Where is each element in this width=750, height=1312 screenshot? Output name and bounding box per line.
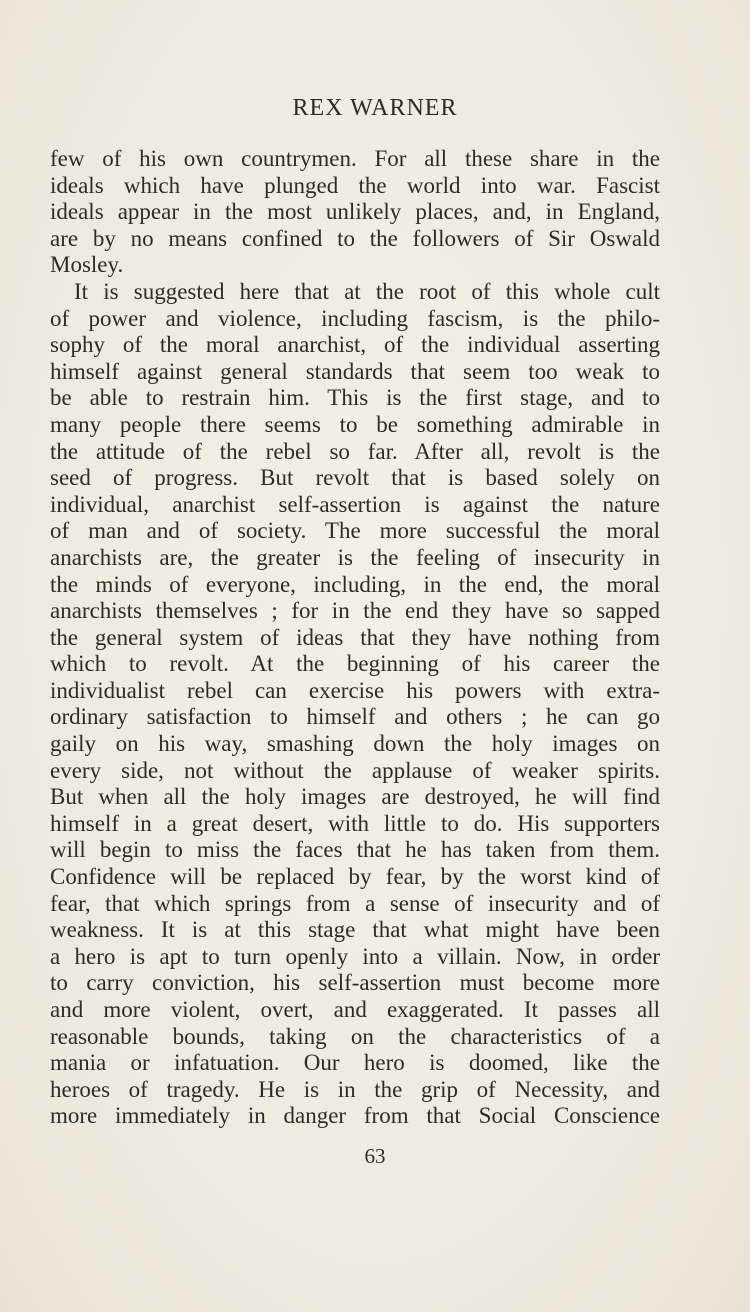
text-line: to carry conviction, his self-assertion must become more [50, 970, 660, 996]
text-line: every side, not without the applause of weaker spirits. [50, 757, 660, 783]
text-line: fear, that which springs from a sense of insecurity and of [50, 890, 660, 916]
text-line: the attitude of the rebel so far. After all, revolt is the [50, 438, 660, 464]
text-line: individual, anarchist self-assertion is against the nature [50, 491, 660, 517]
text-line: Mosley. [50, 252, 124, 278]
text-line: few of his own countrymen. For all these share in the [50, 146, 660, 171]
running-head: REX WARNER [292, 95, 458, 121]
text-line: individualist rebel can exercise his powers with extra- [50, 677, 660, 703]
text-line: many people there seems to be something admirable in [50, 411, 660, 437]
text-line: anarchists are, the greater is the feeling of insecurity in [50, 544, 660, 570]
text-line: ideals which have plunged the world into war. Fascist [50, 172, 660, 198]
text-line: weakness. It is at this stage that what might have been [50, 917, 660, 943]
text-line: which to revolt. At the beginning of his career the [50, 651, 660, 677]
text-line: But when all the holy images are destroyed, he will find [50, 784, 660, 810]
text-line: It is suggested here that at the root of this whole cult [74, 278, 660, 304]
text-line: seed of progress. But revolt that is based solely on [50, 465, 660, 491]
text-line: anarchists themselves ; for in the end they have so sapped [50, 598, 660, 624]
text-line: reasonable bounds, taking on the characteristics of a [50, 1023, 660, 1049]
text-line: the general system of ideas that they have nothing from [50, 624, 660, 650]
text-line: heroes of tragedy. He is in the grip of Necessity, and [50, 1076, 660, 1102]
text-line: more immediately in danger from that Social Conscience [50, 1103, 660, 1129]
text-line: sophy of the moral anarchist, of the individual asserting [50, 332, 660, 358]
text-line: of power and violence, including fascism, is the philo- [50, 305, 660, 331]
text-line: mania or infatuation. Our hero is doomed, like the [50, 1050, 660, 1076]
page-number: 63 [364, 1144, 386, 1168]
text-line: will begin to miss the faces that he has taken from them. [50, 837, 660, 863]
text-line: ordinary satisfaction to himself and others ; he can go [50, 704, 660, 730]
text-line: ideals appear in the most unlikely places, and, in England, [50, 199, 660, 225]
text-line: a hero is apt to turn openly into a villain. Now, in order [50, 943, 660, 969]
text-line: himself against general standards that seem too weak to [50, 358, 660, 384]
text-line: Confidence will be replaced by fear, by the worst kind of [50, 864, 660, 890]
text-line: gaily on his way, smashing down the holy images on [50, 731, 660, 757]
text-line: are by no means confined to the followers of Sir Oswald [50, 225, 660, 251]
text-line: the minds of everyone, including, in the end, the moral [50, 571, 660, 597]
text-line: himself in a great desert, with little to do. His supporters [50, 810, 660, 836]
text-line: be able to restrain him. This is the first stage, and to [50, 385, 660, 411]
text-line: and more violent, overt, and exaggerated. It passes all [50, 997, 660, 1022]
text-line: of man and of society. The more successful the moral [50, 518, 660, 544]
body-text [50, 146, 660, 1130]
